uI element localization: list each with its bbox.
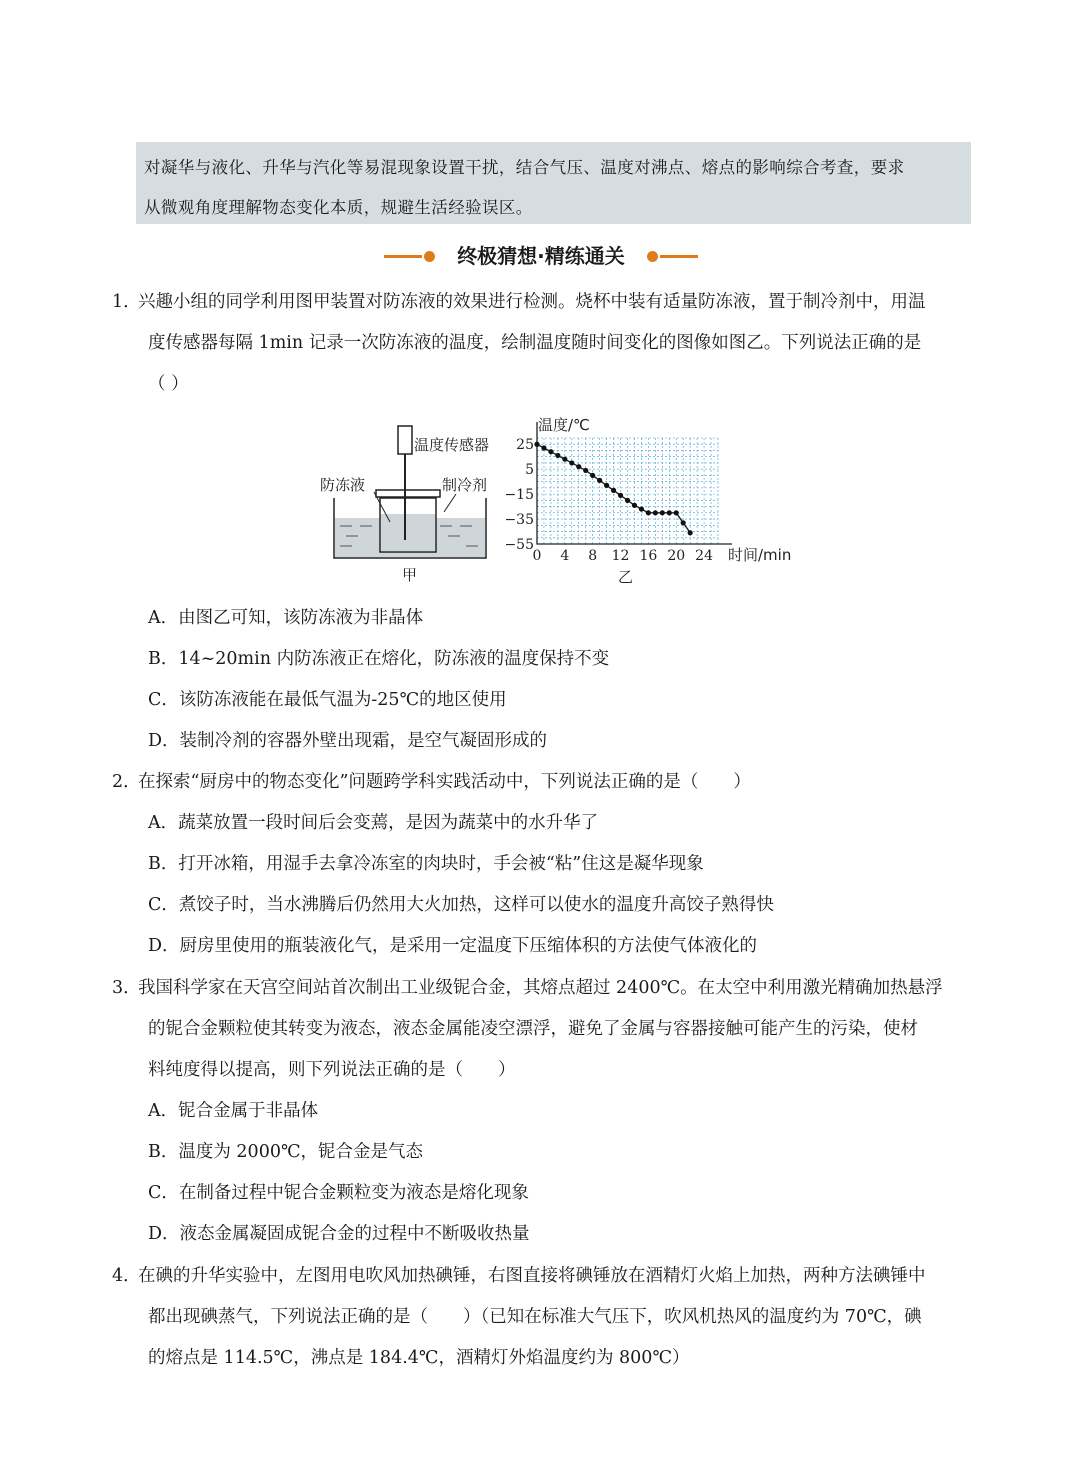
question-2-option-c: C．煮饺子时，当水沸腾后仍然用大火加热，这样可以使水的温度升高饺子熟得快 <box>148 895 774 915</box>
x-tick-label: 8 <box>588 548 598 564</box>
question-4-line-2: 都出现碘蒸气，下列说法正确的是（ ）（已知在标准大气压下，吹风机热风的温度约为 70℃，碘 <box>148 1307 922 1327</box>
title-bar-right <box>660 255 698 258</box>
coolant-leader <box>444 494 456 512</box>
data-point <box>646 510 651 515</box>
chart-y-label: 温度/℃ <box>538 416 590 434</box>
question-1-figure <box>316 410 806 590</box>
question-2-number: 2． <box>112 772 141 792</box>
data-point <box>555 453 560 458</box>
intro-line-2: 从微观角度理解物态变化本质，规避生活经验误区。 <box>144 198 533 217</box>
question-3-option-d: D．液态金属凝固成铌合金的过程中不断吸收热量 <box>148 1224 530 1244</box>
y-tick-label: −15 <box>504 487 534 504</box>
x-tick-label: 16 <box>639 548 658 564</box>
question-2-option-d: D．厨房里使用的瓶装液化气，是采用一定温度下压缩体积的方法使气体液化的 <box>148 936 758 956</box>
x-tick-label: 20 <box>667 548 686 564</box>
question-3-line-2: 的铌合金颗粒使其转变为液态，液态金属能凌空漂浮，避免了金属与容器接触可能产生的污染，使材 <box>148 1019 918 1039</box>
data-point <box>660 510 665 515</box>
question-3-line-1: 我国科学家在天宫空间站首次制出工业级铌合金，其熔点超过 2400℃。在太空中利用激光精确加热悬浮 <box>138 978 943 998</box>
data-point <box>604 483 609 488</box>
x-tick-label: 12 <box>611 548 630 564</box>
section-title-text: 终极猜想·精练通关 <box>457 244 625 268</box>
data-point <box>667 510 672 515</box>
data-point <box>632 503 637 508</box>
y-tick-label: −35 <box>504 512 534 529</box>
beaker-lid <box>376 490 440 497</box>
question-4-number: 4． <box>112 1266 141 1286</box>
temperature-chart <box>504 416 791 586</box>
question-3-line-3: 料纯度得以提高，则下列说法正确的是（ ） <box>148 1060 516 1080</box>
data-point <box>569 460 574 465</box>
data-point <box>534 442 539 447</box>
intro-line-1: 对凝华与液化、升华与汽化等易混现象设置干扰，结合气压、温度对沸点、熔点的影响综合考查，要求 <box>144 158 905 177</box>
x-tick-label: 0 <box>532 548 542 564</box>
apparatus-caption: 甲 <box>402 566 418 584</box>
question-4-line-1: 在碘的升华实验中，左图用电吹风加热碘锤，右图直接将碘锤放在酒精灯火焰上加热，两种方法碘锤中 <box>138 1266 926 1286</box>
question-1-line-1: 兴趣小组的同学利用图甲装置对防冻液的效果进行检测。烧杯中装有适量防冻液，置于制冷剂中，用温 <box>138 292 926 312</box>
question-4-line-3: 的熔点是 114.5℃，沸点是 184.4℃，酒精灯外焰温度约为 800℃） <box>148 1348 690 1368</box>
y-tick-label: 25 <box>516 437 534 454</box>
data-point <box>548 449 553 454</box>
y-tick-label: 5 <box>525 462 534 479</box>
section-title <box>384 238 698 274</box>
data-point <box>625 498 630 503</box>
question-1-option-d: D．装制冷剂的容器外壁出现霜，是空气凝固形成的 <box>148 731 548 751</box>
question-2-line-1: 在探索“厨房中的物态变化”问题跨学科实践活动中，下列说法正确的是（ ） <box>138 772 751 792</box>
data-point <box>583 468 588 473</box>
question-1-option-c: C．该防冻液能在最低气温为-25℃的地区使用 <box>148 690 507 710</box>
question-1-number: 1． <box>112 292 141 312</box>
sensor-label: 温度传感器 <box>414 436 490 454</box>
data-point <box>674 510 679 515</box>
data-point <box>618 493 623 498</box>
data-point <box>597 478 602 483</box>
question-3-option-a: A．铌合金属于非晶体 <box>148 1101 319 1121</box>
question-2-option-a: A．蔬菜放置一段时间后会变蔫，是因为蔬菜中的水升华了 <box>148 813 599 833</box>
data-point <box>576 464 581 469</box>
question-1-option-b: B．14~20min 内防冻液正在熔化，防冻液的温度保持不变 <box>148 649 610 669</box>
coolant-label: 制冷剂 <box>442 476 488 494</box>
data-point <box>639 506 644 511</box>
question-1-line-2: 度传感器每隔 1min 记录一次防冻液的温度，绘制温度随时间变化的图像如图乙。下列说法正确的是 <box>148 333 922 353</box>
data-point <box>562 457 567 462</box>
question-3-option-b: B．温度为 2000℃，铌合金是气态 <box>148 1142 424 1162</box>
title-dot-right <box>647 251 658 262</box>
question-2-option-b: B．打开冰箱，用湿手去拿冷冻室的肉块时，手会被“粘”住这是凝华现象 <box>148 854 704 874</box>
antifreeze-label: 防冻液 <box>320 476 366 494</box>
data-point <box>590 473 595 478</box>
question-1-option-a: A．由图乙可知，该防冻液为非晶体 <box>148 608 424 628</box>
question-3-option-c: C．在制备过程中铌合金颗粒变为液态是熔化现象 <box>148 1183 529 1203</box>
figure-svg <box>316 410 806 590</box>
temperature-sensor <box>398 426 412 454</box>
data-point <box>611 488 616 493</box>
x-tick-label: 24 <box>695 548 713 564</box>
question-1-line-3: （ ） <box>148 374 189 394</box>
chart-caption: 乙 <box>618 568 634 586</box>
apparatus-diagram <box>320 426 489 584</box>
data-point <box>681 520 686 525</box>
x-tick-label: 4 <box>560 548 570 564</box>
data-point <box>541 445 546 450</box>
question-3-number: 3． <box>112 978 141 998</box>
data-point <box>653 510 658 515</box>
title-bar-left <box>384 255 422 258</box>
y-tick-label: −55 <box>504 537 534 553</box>
chart-x-label: 时间/min <box>728 546 792 564</box>
data-point <box>688 530 693 535</box>
intro-box <box>136 142 971 224</box>
